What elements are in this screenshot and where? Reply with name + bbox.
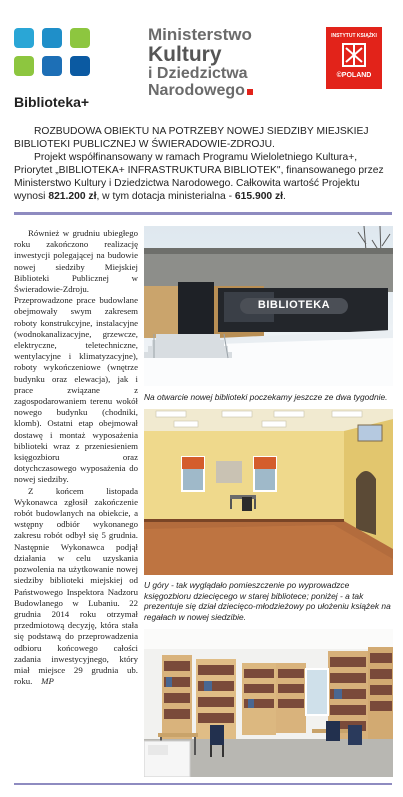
ministry-line-4-wrap [148,83,308,100]
article-paragraph-2 [14,486,138,688]
library-exterior-photo [144,226,393,386]
logo-square-4 [14,56,34,76]
children-section-photo [144,629,393,777]
intro-text-c: . [283,191,286,202]
ministry-line-2: Kultury [148,42,222,66]
intro-total-value: 821.200 zł [48,191,97,202]
author-signature: MP [41,676,54,687]
article-paragraph-2-text: Z końcem listopada Wykonawca zgłosił zakończenie robót budowlanych na obiekcie, a wstępny odbiór wykonanego zakresu robót odbył się 5 grudnia. Następnie Wykonawca podjął działania w celu uzyskania pozwolenia na użytkowanie nowej siedziby biblioteki miejskiej od Państwowego Inspektora Nadzoru Budowlanego w Lubaniu. 22 grudnia 2014 roku otrzymał przedmiotową decyzję, która stała się podstawą do przeprowadzenia odbioru końcowego całości zadania inwestycyjnego, który miał miejsce 29 grudnia ub. roku. [14,485,138,687]
intro-headline: ROZBUDOWA OBIEKTU NA POTRZEBY NOWEJ SIEDZIBY MIEJSKIEJ BIBLIOTEKI PUBLICZNEJ W ŚWIERADOWIE-ZDROJU. [14,126,369,150]
intro-grant-value: 615.900 zł [234,191,284,202]
logo-square-1 [14,28,34,48]
ministry-red-dot [247,89,253,95]
article-paragraph-1: Również w grudniu ubiegłego roku zakończono realizację inwestycji polegającej na budowie nowej siedziby Miejskiej Biblioteki Publicznej w Świeradowie-Zdroju. Przeprowadzone prace budowlane obejmowały swym zakresem roboty konstrukcyjne, instalacyjne (wodnokanalizacyjne, grzewcze, elektryczne, teletechniczne, wentylacyjne i klimatyzacyjne), roboty wykończeniowe (wnętrze budynku oraz elewacja), jak i prace związane z zagospodarowaniem terenu wokół nowego budynku (chodniki, klomb). Ostatni etap obejmował dostawę i montaż wyposażenia biblioteki wraz z przeniesieniem księgozbioru oraz dotychczasowego wyposażenia do nowej siedziby. [14,228,138,485]
ministry-line-3: i Dziedzictwa [148,64,248,82]
section-divider [14,212,392,215]
logo-square-3 [70,28,90,48]
biblioteka-plus-title: Biblioteka+ [14,94,90,110]
old-library-room-photo [144,409,393,575]
instytut-ksiazki-logo [326,27,382,89]
ik-top-text: INSTYTUT KSIĄŻKI [331,33,377,39]
ministry-logo [148,26,308,99]
ministry-line-4: Narodowego [148,81,245,99]
ik-bottom-text: ©POLAND [336,72,372,79]
bottom-divider [14,783,392,785]
library-sign-text: BIBLIOTEKA [257,299,331,311]
logo-square-5 [42,56,62,76]
intro-block [14,125,392,203]
ministry-line-1: Ministerstwo [148,25,252,44]
logo-square-2 [42,28,62,48]
book-mark-icon [342,43,366,67]
article-column [14,228,138,687]
intro-text-b: , w tym dotacja ministerialna - [96,191,235,202]
photo-caption-2: U góry - tak wyglądało pomieszczenie po wyprowadzce księgozbioru dziecięcego w starej bibliotece; poniżej - a tak prezentuje się dział dziecięco-młodzieżowy po ułożeniu książek na regałach w nowej siedzibie. [144,580,391,622]
intro-paragraph [14,151,392,203]
page-header [0,0,403,118]
biblioteka-plus-logo [14,28,114,112]
photo-caption-1: Na otwarcie nowej biblioteki poczekamy jeszcze ze dwa tygodnie. [144,392,388,402]
intro-text-a: Projekt współfinansowany w ramach Programu Wieloletniego Kultura+, Priorytet „BIBLIOTEKA+ INFRASTRUKTURA BIBLIOTEK", finansowanego przez Ministerstwo Kultury i Dziedzictwa Narodowego. Całkowita wartość Projektu wynosi [14,152,384,202]
logo-square-6 [70,56,90,76]
